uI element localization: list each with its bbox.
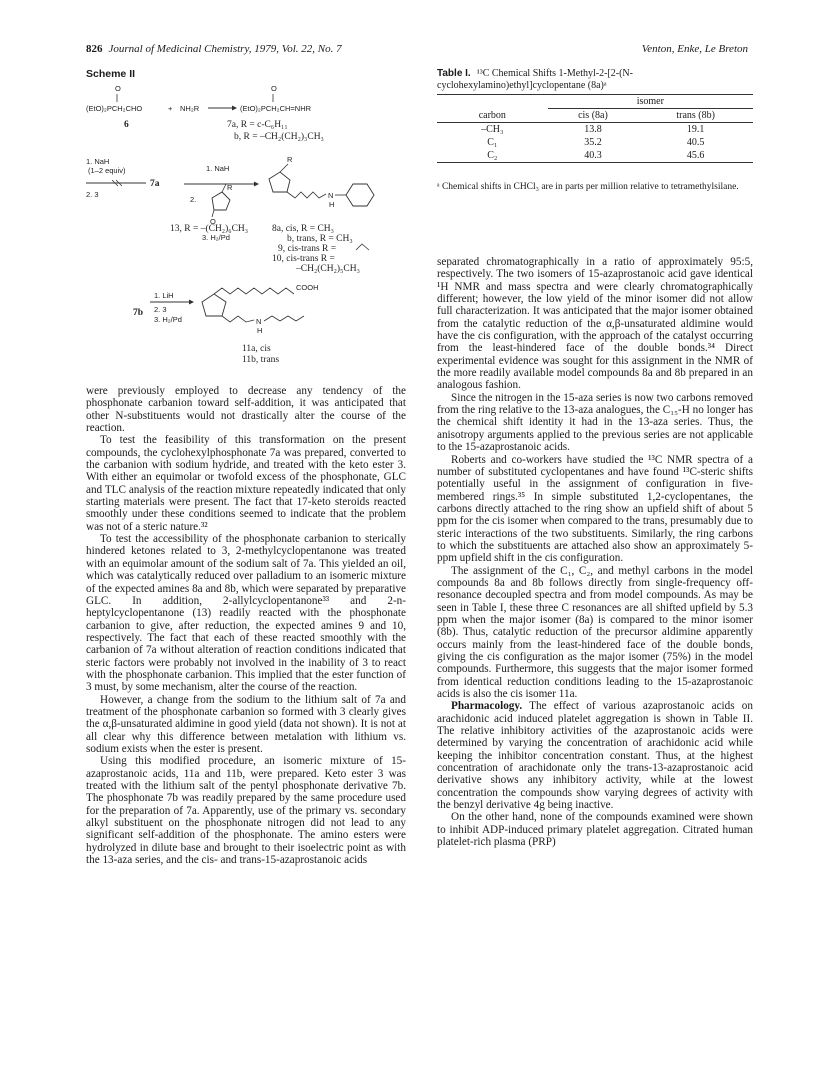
condition-2-step2: 2. [190,195,197,204]
paragraph: However, a change from the sodium to the lithium salt of 7a and treatment of the phosphonate carbanion so formed with 3 clearly gives the α,β-unsaturated aldimine in good yield (data not shown). It is not at all clear why this difference between metalation with lithium vs. sodium exists when the ester is present. [86,693,406,755]
table-label: Table I. [437,68,471,79]
table-caption-text: ¹³C Chemical Shifts 1-Methyl-2-[2-(N-cyclohexylamino)ethyl]cyclopentane (8a)ᵃ [437,68,633,91]
amine-reagent: NH₂R [180,104,200,113]
compound-label-10: 10, cis-trans R = [272,254,335,264]
paragraph: On the other hand, none of the compounds examined were shown to inhibit ADP-induced primary platelet aggregation. Citrated human platelet-rich plasma (PRP) [437,811,753,849]
table-cell: 40.3 [548,149,639,163]
table-cell: C₂ [437,149,548,163]
product-2-h-label: H [257,326,263,335]
oxo-label-2: O [271,84,277,93]
product-r-label: R [287,155,293,164]
table-cell: C₁ [487,137,498,148]
condition-3-step2: 2. 3 [154,305,167,314]
reactant-phosphonate: (EtO)₂PCH₂CHO [86,104,143,113]
product-h-label: H [329,200,335,209]
scheme-drawing [84,80,424,380]
compound-label-7b: b, R = –CH₂(CH₂)₃CH₃ [234,132,324,142]
table-row [437,136,753,149]
table-col-header: cis (8a) [548,109,639,123]
paragraph: Roberts and co-workers have studied the ¹³C NMR spectra of a number of substituted cyclopentanes and have found ¹³C-steric shifts potentially useful in the assignment of configuration in five-membered rings.³⁵ In simple substituted 1,2-cyclopentanes, the carbons directly attached to the ring show an upfield shift of about 5 ppm for the cis isomer when compared to the trans, presumably due to steric interactions of the two substituents. Similarly, the ring carbons to which the substituents are attached also show an approximately 5-ppm upfield shift in the cis configuration. [437,453,753,565]
paragraph: Using this modified procedure, an isomeric mixture of 15-azaprostanoic acids, 11a and 11b, were prepared. Keto ester 3 was treated with the lithium salt of the pentyl phosphonate derivative 7b. The phosphonate 7b was readily prepared by the same procedure used for the preparation of 7a. Apparently, use of the primary vs. secondary alkyl substituent on the phosphonate nitrogen did not lead to any significant self-addition of the phosphonate. The amino esters were hydrolyzed in dilute base and brought to their isoelectric point as with the 13-aza series, and the cis- and trans-15-azaprostanoic acids [86,755,406,867]
condition-1-step1: 1. NaH [86,157,110,166]
table-cell: –CH₃ [481,124,504,135]
table-caption [437,68,753,91]
table-cell: 13.8 [584,124,602,135]
ketone-oxo: O [210,217,216,226]
table-row [437,149,753,163]
condition-3-step1: 1. LiH [154,291,174,300]
table-row [437,123,753,137]
condition-1-step2: 2. 3 [86,190,99,199]
carboxyl-group: COOH [296,283,319,292]
compound-label-10-substituent: –CH₂(CH₂)₅CH₃ [296,264,360,274]
body-column-right [437,256,753,849]
pharmacology-paragraph [437,700,753,811]
oxo-label-1: O [115,84,121,93]
condition-2-step1: 1. NaH [206,164,230,173]
product-n-label: N [328,191,334,200]
plus-sign: + [168,104,173,113]
running-header-left [86,43,342,55]
table-col-header: carbon [437,109,548,123]
table-col-header: trans (8b) [638,109,753,123]
table-cell: 35.2 [584,137,602,148]
condition-2-step3: 3. H₂/Pd [202,233,230,242]
product-2-n-label: N [256,317,262,326]
page-number: 826 [86,43,103,55]
table-chemical-shifts [437,94,753,163]
table-group-header: isomer [548,95,753,109]
compound-label-13: 13, R = –(CH₂)₆CH₃ [170,224,249,234]
scheme-title: Scheme II [86,68,136,80]
table-cell: 45.6 [638,149,753,163]
paragraph: separated chromatographically in a ratio of approximately 95:5, respectively. The two isomers of 15-azaprostanoic acid gave identical ¹H NMR and mass spectra and were clearly chromatographically different; however, the low yield of the minor isomer did not allow full characterization. It was anticipated that the major isomer obtained from the catalytic reduction of the α,β-unsaturated aldimine would have the cis configuration, with the approach of the catalyst occurring from the least-hindered face of the double bonds.³⁴ Direct experimental evidence was sought for this assignment in the NMR of the more readily available model compounds 8a and 8b prepared in an analogous fashion. [437,256,753,392]
condition-1-equiv: (1–2 equiv) [88,166,126,175]
ketone-r-label: R [227,183,233,192]
section-heading-pharmacology: Pharmacology. [451,700,523,713]
reaction-scheme [84,80,424,380]
body-column-left [86,385,406,866]
table-cell: 19.1 [686,124,705,135]
pharmacology-text: The effect of various azaprostanoic acids on arachidonic acid induced platelet aggregation is shown in Table II. The relative inhibitory activities of the azaprostanoic acids were determined by varying the concentration of arachidonic acid while keeping the inhibitor concentration constant. Thus, at the highest concentration of arachidonate only the trans-13-azaprostanoic acid derivative shows any inhibitory activity, while at the lowest concentration the compounds show varying degrees of activity with the benzyl derivative 4g being inactive. [437,700,753,812]
paragraph: The assignment of the C₁, C₂, and methyl carbons in the model compounds 8a and 8b follows directly from single-frequency off-resonance decoupled spectra and from model compounds. As may be seen in Table I, these three C resonances are all shifted upfield by 5.3 ppm when the major isomer (8a) is compared to the minor isomer (8b). Thus, catalytic reduction of the precursor aldimine apparently occurs mainly from the least-hindered face of the double bonds, giving the cis configuration as the major isomer (75%) in the model compounds. Furthermore, this suggests that the major isomer formed from identical reduction conditions leading to the 15-azaprostanoic acids is also the cis isomer 11a. [437,564,753,701]
compound-label-8a: 8a, cis, R = CH₃ [272,224,334,234]
paragraph: Since the nitrogen in the 15-aza series is now two carbons removed from the ring relative to the 13-aza analogues, the C₁₅-H no longer has the chemical shift identity it had in the 13-aza series. Thus, the anisotropy arguments applied to the previous series are not applicable to the 15-azaprostanoic acids. [437,391,753,454]
condition-1-reagent: 7a [150,179,160,189]
compound-label-11a: 11a, cis [242,344,271,354]
paragraph: To test the accessibility of the phosphonate carbanion to sterically hindered ketones related to 3, 2-methylcyclopentanone was treated with an equimolar amount of the sodium salt of 7a. This yielded an oil, which was catalytically reduced over palladium to an isomeric mixture of the expected amines 8a and 8b, which were separated by preparative GLC. In addition, 2-allylcyclopentanone³³ and 2-n-heptylcyclopentanone (13) readily reacted with the phosphonate carbanion to give, after reduction, the expected amines 9 and 10, respectively. The fact that each of these reacted smoothly with the carbanion of 7a without alteration of reaction conditions indicated that steric factors were probably not involved in the inability of 3 to react with the phosphonate carbanion. This implied that the ester function of 3 must, by some mechanism, alter the course of the reaction. [86,533,406,694]
compound-label-7a: 7a, R = c-C₆H₁₁ [227,120,288,130]
compound-label-6: 6 [124,120,129,130]
condition-3-step3: 3. H₂/Pd [154,315,182,324]
table-cell: 40.5 [686,137,705,148]
product-imine: (EtO)₂PCH₂CH=NHR [240,104,312,113]
compound-label-8b: b, trans, R = CH₃ [287,234,353,244]
journal-citation: Journal of Medicinal Chemistry, 1979, Vol. 22, No. 7 [108,43,342,55]
running-header-authors: Venton, Enke, Le Breton [641,43,748,55]
paragraph: To test the feasibility of this transformation on the present compounds, the cyclohexylphosphonate 7a was prepared, converted to the carbanion with sodium hydride, and treated with the keto ester 3. With either an equimolar or twofold excess of the phosphonate, GLC and TLC analysis of the reaction mixture repeatedly indicated that only starting materials were present. The fact that 17-keto steroids reacted smoothly under these conditions seemed to indicate that the problem was not of a steric nature.³² [86,434,406,533]
compound-label-9: 9, cis-trans R = [278,244,337,254]
compound-label-11b: 11b, trans [242,355,280,365]
reagent-label-7b: 7b [133,308,144,318]
paragraph: were previously employed to decrease any tendency of the phosphonate carbanion toward self-addition, it was anticipated that other N-substituents would not drastically alter the course of the reaction. [86,385,406,435]
table-footnote: ᵃ Chemical shifts in CHCl₃ are in parts per million relative to tetramethylsilane. [437,182,739,192]
